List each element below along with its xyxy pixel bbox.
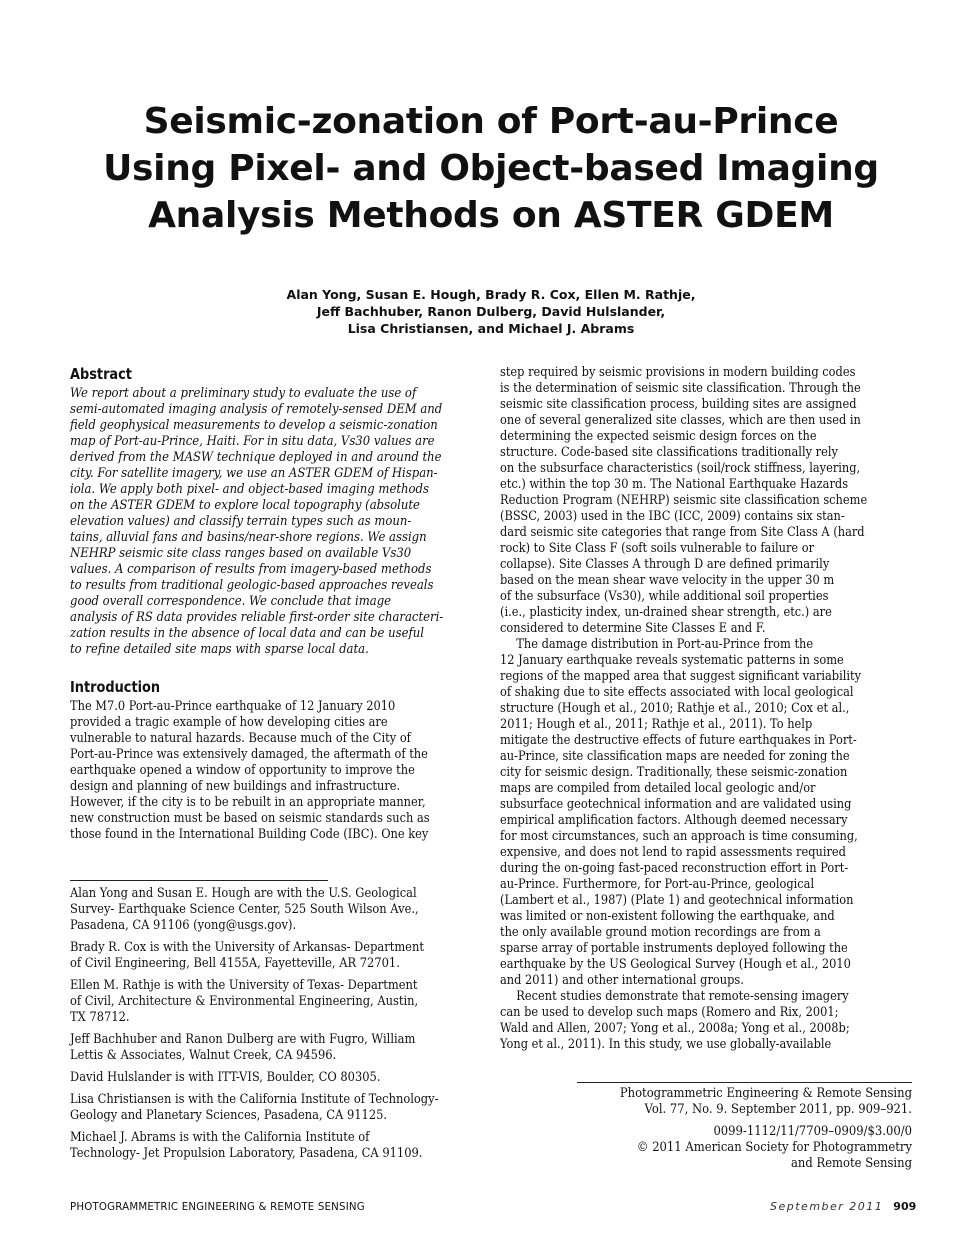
introduction-section: [70, 677, 494, 842]
body-line: earthquake by the US Geological Survey (Hough et al., 2010: [500, 956, 851, 971]
body-line: on the subsurface characteristics (soil/rock stiffness, layering,: [500, 460, 861, 475]
footer-date: September 2011: [770, 1200, 884, 1213]
footer-pagination: [770, 1200, 917, 1213]
author-line: Jeff Bachhuber, Ranon Dulberg, David Hulslander,: [316, 304, 666, 319]
body-line: The damage distribution in Port-au-Prince from the: [516, 636, 814, 651]
body-line: determining the expected seismic design forces on the: [500, 428, 817, 443]
paper-title: [70, 98, 912, 239]
title-line: Seismic-zonation of Port-au-Prince: [143, 101, 839, 142]
affiliation-line: Geology and Planetary Sciences, Pasadena, CA 91125.: [70, 1107, 388, 1122]
affiliation-note: [70, 977, 494, 1025]
body-line: the only available ground motion recordings are from a: [500, 924, 821, 939]
affiliation-line: Pasadena, CA 91106 (yong@usgs.gov).: [70, 917, 297, 932]
affiliation-line: of Civil Engineering, Bell 4155A, Fayetteville, AR 72701.: [70, 955, 400, 970]
body-line: can be used to develop such maps (Romero and Rix, 2001;: [500, 1004, 839, 1019]
affiliation-line: Jeff Bachhuber and Ranon Dulberg are with Fugro, William: [70, 1031, 416, 1046]
abstract-line: derived from the MASW technique deployed in and around the: [70, 449, 442, 464]
body-line: is the determination of seismic site classification. Through the: [500, 380, 861, 395]
body-line: collapse). Site Classes A through D are defined primarily: [500, 556, 830, 571]
abstract-line: tains, alluvial fans and basins/near-shore regions. We assign: [70, 529, 427, 544]
affiliation-note: [70, 939, 494, 971]
citation-code: 0099-1112/11/7709–0909/$3.00/0: [713, 1123, 912, 1138]
body-line: 2011; Hough et al., 2011; Rathje et al., 2011). To help: [500, 716, 813, 731]
affiliation-note: [70, 1069, 494, 1085]
affiliation-line: Alan Yong and Susan E. Hough are with the U.S. Geological: [70, 885, 417, 900]
abstract-line: iola. We apply both pixel- and object-based imaging methods: [70, 481, 429, 496]
introduction-heading: Introduction: [70, 678, 161, 696]
affiliation-line: Technology- Jet Propulsion Laboratory, Pasadena, CA 91109.: [70, 1145, 423, 1160]
body-line: maps are compiled from detailed local geologic and/or: [500, 780, 816, 795]
author-list: [70, 286, 912, 337]
body-line: (i.e., plasticity index, un-drained shear strength, etc.) are: [500, 604, 832, 619]
body-line: subsurface geotechnical information and are validated using: [500, 796, 852, 811]
abstract-line: to results from traditional geologic-based approaches reveals: [70, 577, 434, 592]
body-line: during the on-going fast-paced reconstruction effort in Port-: [500, 860, 849, 875]
affiliation-line: Lettis & Associates, Walnut Creek, CA 94596.: [70, 1047, 337, 1062]
affiliation-line: David Hulslander is with ITT-VIS, Boulder, CO 80305.: [70, 1069, 381, 1084]
affiliation-line: Ellen M. Rathje is with the University of Texas- Department: [70, 977, 418, 992]
abstract-line: semi-automated imaging analysis of remotely-sensed DEM and: [70, 401, 443, 416]
abstract-heading: Abstract: [70, 365, 132, 383]
body-line: Wald and Allen, 2007; Yong et al., 2008a; Yong et al., 2008b;: [500, 1020, 850, 1035]
introduction-line: design and planning of new buildings and infrastructure.: [70, 778, 401, 793]
abstract-line: analysis of RS data provides reliable first-order site characteri-: [70, 609, 444, 624]
introduction-body: [70, 698, 494, 842]
body-line: etc.) within the top 30 m. The National Earthquake Hazards: [500, 476, 849, 491]
introduction-line: The M7.0 Port-au-Prince earthquake of 12 January 2010: [70, 698, 396, 713]
affiliation-line: Lisa Christiansen is with the California Institute of Technology-: [70, 1091, 439, 1106]
body-line: based on the mean shear wave velocity in the upper 30 m: [500, 572, 835, 587]
left-column: [70, 364, 494, 842]
body-line: seismic site classification process, building sites are assigned: [500, 396, 857, 411]
abstract-line: map of Port-au-Prince, Haiti. For in situ data, Vs30 values are: [70, 433, 435, 448]
body-line: sparse array of portable instruments deployed following the: [500, 940, 848, 955]
body-line: (Lambert et al., 1987) (Plate 1) and geotechnical information: [500, 892, 854, 907]
affiliation-line: TX 78712.: [70, 1009, 130, 1024]
body-line: and 2011) and other international groups.: [500, 972, 744, 987]
introduction-line: However, if the city is to be rebuilt in an appropriate manner,: [70, 794, 426, 809]
body-line: empirical amplification factors. Although deemed necessary: [500, 812, 848, 827]
citation-copyright-cont: and Remote Sensing: [791, 1155, 912, 1170]
affiliation-line: Survey- Earthquake Science Center, 525 South Wilson Ave.,: [70, 901, 419, 916]
body-line: was limited or non-existent following the earthquake, and: [500, 908, 835, 923]
body-line: Reduction Program (NEHRP) seismic site classification scheme: [500, 492, 868, 507]
abstract-line: city. For satellite imagery, we use an ASTER GDEM of Hispan-: [70, 465, 438, 480]
citation-volume: Vol. 77, No. 9. September 2011, pp. 909–921.: [644, 1101, 912, 1116]
abstract-line: NEHRP seismic site class ranges based on available Vs30: [70, 545, 412, 560]
body-line: of the subsurface (Vs30), while additional soil properties: [500, 588, 829, 603]
body-line: Recent studies demonstrate that remote-sensing imagery: [516, 988, 849, 1003]
citation-rule: [577, 1082, 912, 1083]
body-line: regions of the mapped area that suggest significant variability: [500, 668, 862, 683]
abstract-line: on the ASTER GDEM to explore local topography (absolute: [70, 497, 420, 512]
body-line: of shaking due to site effects associated with local geological: [500, 684, 854, 699]
author-line: Alan Yong, Susan E. Hough, Brady R. Cox, Ellen M. Rathje,: [286, 287, 696, 302]
body-line: step required by seismic provisions in modern building codes: [500, 364, 856, 379]
title-line: Analysis Methods on ASTER GDEM: [148, 195, 834, 236]
abstract-body: [70, 385, 494, 657]
abstract-line: zation results in the absence of local data and can be useful: [70, 625, 425, 640]
affiliation-note: [70, 1091, 494, 1123]
affiliation-note: [70, 1031, 494, 1063]
body-line: au-Prince, site classification maps are needed for zoning the: [500, 748, 850, 763]
body-line: Yong et al., 2011). In this study, we use globally-available: [500, 1036, 832, 1051]
abstract-line: to refine detailed site maps with sparse local data.: [70, 641, 369, 656]
affiliation-line: of Civil, Architecture & Environmental Engineering, Austin,: [70, 993, 419, 1008]
journal-citation: [530, 1085, 912, 1171]
body-line: structure. Code-based site classifications traditionally rely: [500, 444, 838, 459]
footer-journal: PHOTOGRAMMETRIC ENGINEERING & REMOTE SENSING: [70, 1200, 365, 1213]
abstract-line: elevation values) and classify terrain types such as moun-: [70, 513, 412, 528]
author-affiliations: [70, 885, 494, 1167]
body-line: expensive, and does not lend to rapid assessments required: [500, 844, 846, 859]
body-line: one of several generalized site classes, which are then used in: [500, 412, 861, 427]
citation-copyright: © 2011 American Society for Photogrammetry: [636, 1139, 912, 1154]
abstract-line: field geophysical measurements to develop a seismic-zonation: [70, 417, 438, 432]
body-line: mitigate the destructive effects of future earthquakes in Port-: [500, 732, 857, 747]
introduction-line: vulnerable to natural hazards. Because much of the City of: [70, 730, 411, 745]
introduction-line: provided a tragic example of how developing cities are: [70, 714, 388, 729]
author-line: Lisa Christiansen, and Michael J. Abrams: [347, 321, 635, 336]
title-line: Using Pixel- and Object-based Imaging: [103, 148, 879, 189]
right-column: [500, 364, 912, 1052]
introduction-line: earthquake opened a window of opportunity to improve the: [70, 762, 415, 777]
body-line: rock) to Site Class F (soft soils vulnerable to failure or: [500, 540, 815, 555]
body-line: city for seismic design. Traditionally, these seismic-zonation: [500, 764, 848, 779]
abstract-line: We report about a preliminary study to evaluate the use of: [70, 385, 417, 400]
affiliation-note: [70, 1129, 494, 1161]
body-line: for most circumstances, such an approach is time consuming,: [500, 828, 858, 843]
affiliation-note: [70, 885, 494, 933]
body-line: au-Prince. Furthermore, for Port-au-Prince, geological: [500, 876, 815, 891]
body-line: structure (Hough et al., 2010; Rathje et al., 2010; Cox et al.,: [500, 700, 850, 715]
body-line: dard seismic site categories that range from Site Class A (hard: [500, 524, 865, 539]
introduction-line: Port-au-Prince was extensively damaged, the aftermath of the: [70, 746, 428, 761]
footnote-rule: [70, 880, 328, 881]
affiliation-line: Michael J. Abrams is with the California Institute of: [70, 1129, 370, 1144]
body-line: 12 January earthquake reveals systematic patterns in some: [500, 652, 844, 667]
body-line: (BSSC, 2003) used in the IBC (ICC, 2009) contains six stan-: [500, 508, 845, 523]
abstract-line: good overall correspondence. We conclude that image: [70, 593, 392, 608]
abstract-line: values. A comparison of results from imagery-based methods: [70, 561, 432, 576]
introduction-line: those found in the International Building Code (IBC). One key: [70, 826, 429, 841]
citation-journal: Photogrammetric Engineering & Remote Sensing: [619, 1085, 912, 1100]
introduction-line: new construction must be based on seismic standards such as: [70, 810, 430, 825]
page-number: 909: [893, 1200, 917, 1213]
affiliation-line: Brady R. Cox is with the University of Arkansas- Department: [70, 939, 424, 954]
body-line: considered to determine Site Classes E and F.: [500, 620, 766, 635]
